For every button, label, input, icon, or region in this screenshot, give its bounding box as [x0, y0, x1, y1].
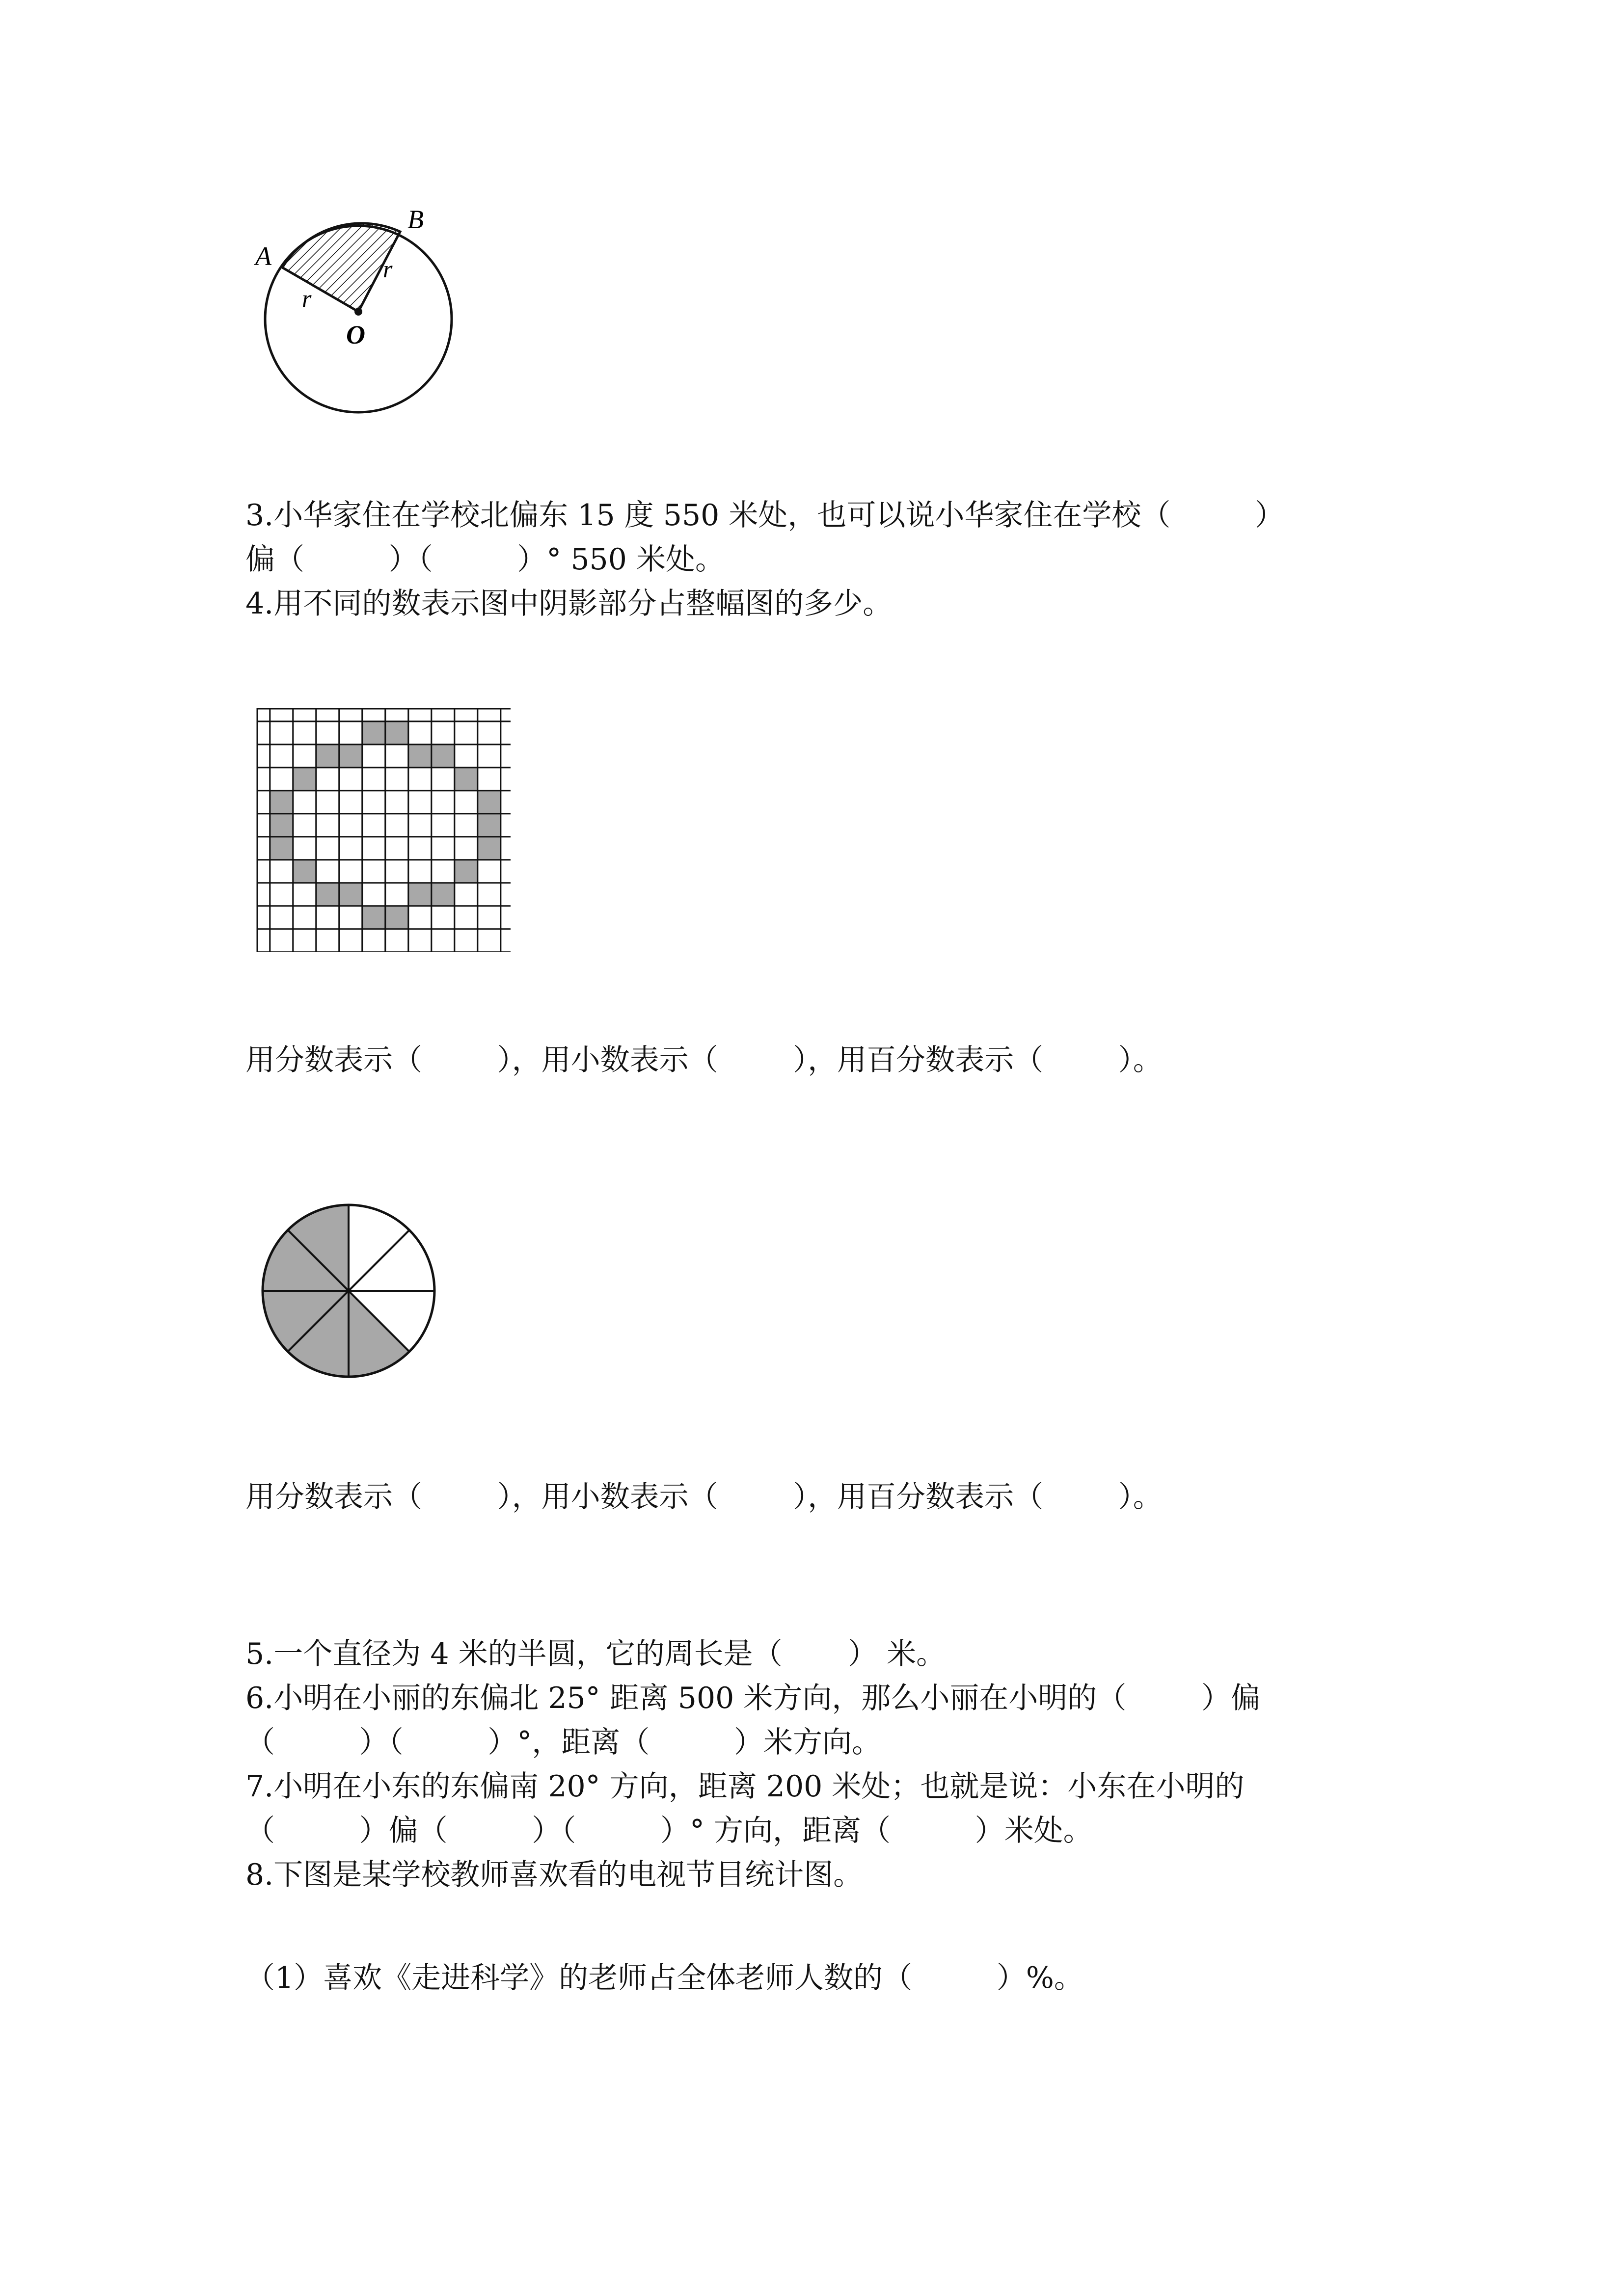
grid-cell	[478, 709, 501, 721]
question-3-line-2: 偏（ ）（ ）° 550 米处。	[245, 542, 725, 577]
grid-cell	[455, 709, 478, 721]
grid-cell-shaded	[316, 883, 339, 906]
grid-cell	[501, 906, 511, 929]
grid-cell	[432, 929, 455, 952]
grid-cell	[385, 791, 408, 814]
grid-cell	[501, 791, 511, 814]
grid-cell-shaded	[408, 883, 432, 906]
question-8-subquestion-1: （1）喜欢《走进科学》的老师占全体老师人数的（ ）%。	[245, 1961, 1083, 1995]
grid-cell	[362, 814, 385, 837]
grid-cell	[257, 883, 270, 906]
grid-cell	[501, 883, 511, 906]
grid-cell-shaded	[478, 791, 501, 814]
grid-cell	[408, 906, 432, 929]
question-7-line-2: （ ）偏（ ）（ ）° 方向，距离（ ）米处。	[245, 1814, 1093, 1848]
grid-cell	[432, 791, 455, 814]
grid-cell	[257, 814, 270, 837]
grid-cell	[501, 709, 511, 721]
grid-cell	[270, 745, 293, 768]
grid-cell	[293, 709, 316, 721]
grid-answer-line: 用分数表示（ ），用小数表示（ ），用百分数表示（ ）。	[245, 1043, 1163, 1077]
grid-cell	[501, 860, 511, 883]
grid-cell	[270, 883, 293, 906]
grid-cell	[316, 929, 339, 952]
grid-cell-shaded	[455, 860, 478, 883]
grid-cell-shaded	[270, 837, 293, 860]
grid-cell	[501, 814, 511, 837]
grid-cell-shaded	[478, 814, 501, 837]
center-point	[354, 308, 362, 316]
grid-cell-shaded	[270, 791, 293, 814]
grid-cell	[362, 768, 385, 791]
question-4: 4.用不同的数表示图中阴影部分占整幅图的多少。	[245, 587, 893, 621]
grid-cell	[385, 709, 408, 721]
grid-cell	[316, 791, 339, 814]
grid-cell	[316, 814, 339, 837]
grid-cell-shaded	[432, 745, 455, 768]
label-o: O	[346, 320, 365, 349]
grid-cell	[257, 721, 270, 745]
grid-cell	[257, 709, 270, 721]
grid-cell-shaded	[362, 906, 385, 929]
grid-cell	[316, 860, 339, 883]
grid-cell	[385, 814, 408, 837]
grid-cell	[408, 929, 432, 952]
grid-cell	[501, 768, 511, 791]
grid-cell-shaded	[270, 814, 293, 837]
grid-cell	[478, 768, 501, 791]
grid-cell	[270, 929, 293, 952]
grid-cell-shaded	[316, 745, 339, 768]
grid-figure	[255, 707, 511, 952]
grid-cell	[501, 745, 511, 768]
question-6-line-1: 6.小明在小丽的东偏北 25° 距离 500 米方向，那么小丽在小明的（ ）偏	[245, 1681, 1260, 1715]
question-8: 8.下图是某学校教师喜欢看的电视节目统计图。	[245, 1858, 863, 1892]
grid-cell	[408, 860, 432, 883]
grid-cell	[293, 745, 316, 768]
grid-cell	[501, 721, 511, 745]
grid-cell-shaded	[408, 745, 432, 768]
grid-cell-shaded	[385, 906, 408, 929]
grid-cell	[432, 721, 455, 745]
label-a: A	[255, 241, 271, 271]
grid-cell	[270, 721, 293, 745]
grid-cell	[408, 709, 432, 721]
grid-cell	[316, 709, 339, 721]
grid-cell	[339, 814, 362, 837]
grid-cell	[432, 837, 455, 860]
grid-cell	[362, 709, 385, 721]
grid-cell	[293, 814, 316, 837]
grid-cell	[293, 906, 316, 929]
grid-cell	[478, 906, 501, 929]
grid-cell	[478, 860, 501, 883]
grid-cell	[408, 837, 432, 860]
grid-cell	[339, 709, 362, 721]
grid-cell	[501, 837, 511, 860]
grid-cell	[257, 837, 270, 860]
grid-cell	[339, 860, 362, 883]
grid-cell	[455, 745, 478, 768]
grid-cell	[432, 768, 455, 791]
grid-cell	[455, 837, 478, 860]
grid-cell	[339, 929, 362, 952]
grid-cell	[385, 860, 408, 883]
grid-cell	[339, 768, 362, 791]
grid-cell	[432, 860, 455, 883]
grid-cell	[408, 768, 432, 791]
grid-cell	[408, 721, 432, 745]
grid-cell	[362, 745, 385, 768]
label-r-right: r	[383, 255, 393, 283]
grid-cell	[408, 791, 432, 814]
grid-cell	[362, 860, 385, 883]
grid-cell-shaded	[455, 768, 478, 791]
grid-cell	[270, 768, 293, 791]
grid-cell	[478, 721, 501, 745]
grid-cell	[362, 837, 385, 860]
label-r-left: r	[302, 285, 312, 312]
grid-cell	[501, 929, 511, 952]
grid-cell-shaded	[293, 768, 316, 791]
grid-cell	[339, 721, 362, 745]
grid-cell	[385, 768, 408, 791]
grid-cell	[316, 768, 339, 791]
grid-cell	[385, 883, 408, 906]
grid-cell	[293, 721, 316, 745]
grid-cell	[316, 721, 339, 745]
grid-cell	[455, 906, 478, 929]
grid-cell	[270, 860, 293, 883]
grid-cell-shaded	[478, 837, 501, 860]
grid-cell	[408, 814, 432, 837]
grid-cell	[257, 906, 270, 929]
grid-cell-shaded	[339, 883, 362, 906]
grid-cell	[362, 883, 385, 906]
grid-cell	[293, 791, 316, 814]
circle-answer-line: 用分数表示（ ），用小数表示（ ），用百分数表示（ ）。	[245, 1480, 1163, 1514]
grid-cell	[432, 906, 455, 929]
sector-figure	[236, 196, 481, 422]
grid-cell	[257, 745, 270, 768]
grid-cell	[293, 883, 316, 906]
question-6-line-2: （ ）（ ）°，距离（ ）米方向。	[245, 1725, 881, 1760]
shaded-sector	[282, 223, 400, 312]
grid-cell	[257, 929, 270, 952]
grid-cell	[270, 906, 293, 929]
grid-cell	[257, 791, 270, 814]
grid-cell	[455, 791, 478, 814]
grid-cell	[362, 929, 385, 952]
grid-cell-shaded	[339, 745, 362, 768]
grid-cell	[293, 837, 316, 860]
grid-cell-shaded	[432, 883, 455, 906]
grid-cell	[316, 837, 339, 860]
grid-cell	[478, 883, 501, 906]
grid-cell	[455, 883, 478, 906]
grid-cell-shaded	[362, 721, 385, 745]
grid-cell	[455, 814, 478, 837]
grid-cell	[270, 709, 293, 721]
grid-cell	[478, 929, 501, 952]
grid-cell	[339, 791, 362, 814]
question-7-line-1: 7.小明在小东的东偏南 20° 方向，距离 200 米处；也就是说：小东在小明的	[245, 1769, 1245, 1804]
grid-cell	[385, 745, 408, 768]
label-b: B	[407, 205, 424, 234]
grid-cell	[432, 814, 455, 837]
grid-cell-shaded	[293, 860, 316, 883]
grid-cell	[257, 768, 270, 791]
grid-cell	[339, 906, 362, 929]
question-5: 5.一个直径为 4 米的半圆，它的周长是（ ） 米。	[245, 1637, 946, 1671]
grid-cell	[362, 791, 385, 814]
grid-cell	[257, 860, 270, 883]
question-3-line-1: 3.小华家住在学校北偏东 15 度 550 米处，也可以说小华家住在学校（ ）	[245, 498, 1285, 533]
grid-cell	[455, 721, 478, 745]
grid-cell	[339, 837, 362, 860]
grid-cell-shaded	[385, 721, 408, 745]
grid-cell	[478, 745, 501, 768]
grid-cell	[385, 929, 408, 952]
grid-cell	[432, 709, 455, 721]
grid-cell	[293, 929, 316, 952]
grid-cell	[385, 837, 408, 860]
circle-figure	[255, 1198, 442, 1384]
grid-cell	[455, 929, 478, 952]
grid-cell	[316, 906, 339, 929]
